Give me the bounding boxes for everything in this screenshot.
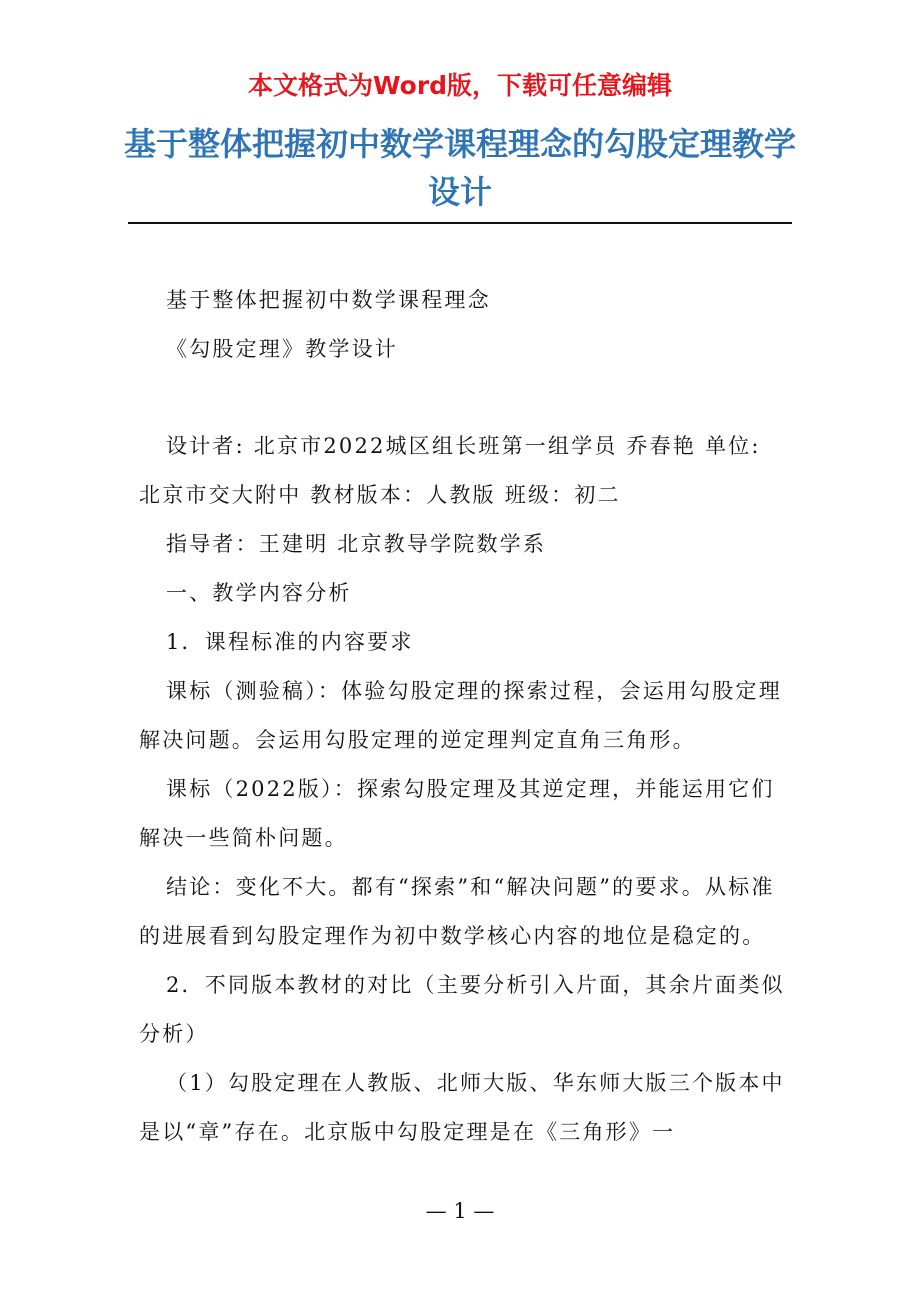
advisor-info: 指导者：王建明 北京教导学院数学系 [166,532,547,556]
subsection-heading: 2．不同版本教材的对比（主要分析引入片面，其余片面类似分析） [139,973,785,1046]
section-heading: 一、教学内容分析 [166,581,352,605]
heading-line-1: 基于整体把握初中数学课程理念 [166,288,491,312]
paragraph: 结论：变化不大。都有“探索”和“解决问题”的要求。从标准的进展看到勾股定理作为初中数学核心内容的地位是稳定的。 [139,875,775,948]
page-number: — 1 — [425,1199,495,1223]
document-title: 基于整体把握初中数学课程理念的勾股定理教学设计 [123,125,796,211]
editable-format-banner: 本文格式为Word版，下载可任意编辑 [247,71,673,100]
paragraph: （1）勾股定理在人教版、北师大版、华东师大版三个版本中是以“章”存在。北京版中勾股定理是在《三角形》一 [139,1071,785,1144]
paragraph: 课标（测验稿）：体验勾股定理的探索过程，会运用勾股定理解决问题。会运用勾股定理的逆定理判定直角三角形。 [139,679,782,752]
paragraph: 课标（2022版）：探索勾股定理及其逆定理，并能运用它们解决一些简朴问题。 [139,777,775,850]
blank-line [139,374,789,422]
document-body [139,276,789,1157]
title-divider [128,222,792,224]
designer-info: 设计者: 北京市2022城区组长班第一组学员 乔春艳 单位: 北京市交大附中 教材版本：人教版 班级：初二 [139,434,761,507]
heading-line-2: 《勾股定理》教学设计 [166,337,398,361]
subsection-heading: 1．课程标准的内容要求 [166,630,414,654]
